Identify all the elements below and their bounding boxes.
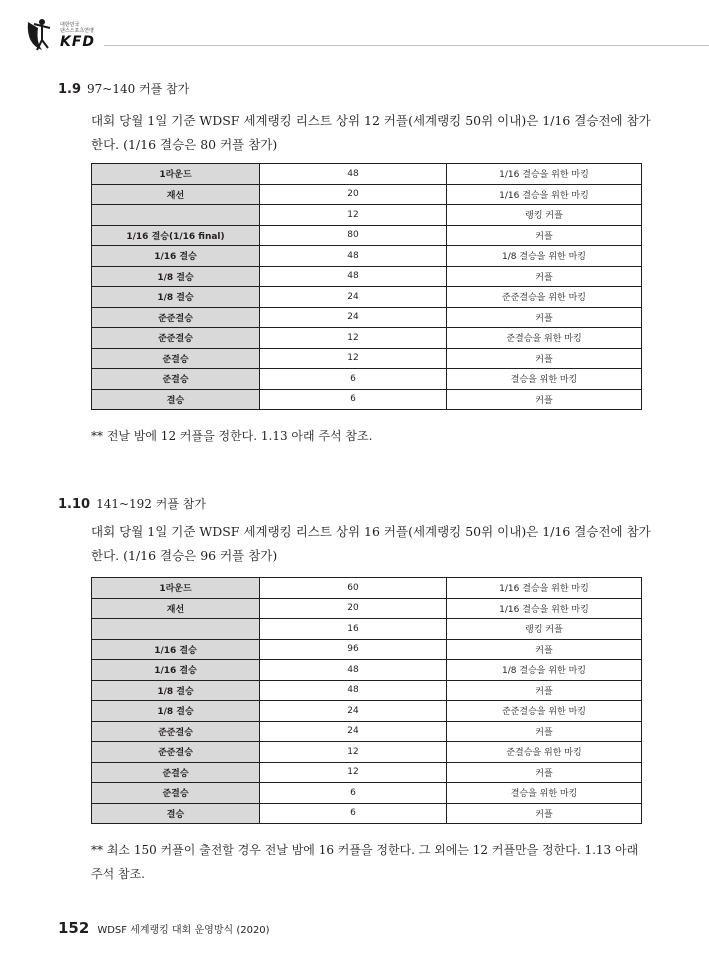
table-row [92, 389, 642, 410]
count-cell: 20 [260, 598, 447, 619]
header-divider [104, 45, 709, 46]
round-cell: 결승 [92, 389, 260, 410]
table-row [92, 742, 642, 763]
description-cell: 랭킹 커플 [447, 619, 642, 640]
table-row [92, 369, 642, 390]
section-number: 1.10 [58, 497, 91, 512]
count-cell: 48 [260, 164, 447, 185]
table-row [92, 225, 642, 246]
round-cell: 1라운드 [92, 578, 260, 599]
description-cell: 커플 [447, 307, 642, 328]
description-cell: 준준결승을 위한 마킹 [447, 287, 642, 308]
org-abbreviation: KFD [60, 34, 96, 50]
round-cell: 준결승 [92, 762, 260, 783]
table-row [92, 701, 642, 722]
count-cell: 6 [260, 369, 447, 390]
description-cell: 1/16 결승을 위한 마킹 [447, 184, 642, 205]
round-cell: 1/8 결승 [92, 701, 260, 722]
org-name: 대한민국 댄스스포츠연맹 [60, 22, 94, 34]
count-cell: 24 [260, 701, 447, 722]
round-cell: 1/16 결승 [92, 246, 260, 267]
rounds-table [91, 163, 642, 410]
round-cell: 1라운드 [92, 164, 260, 185]
description-cell: 랭킹 커플 [447, 205, 642, 226]
description-cell: 커플 [447, 348, 642, 369]
description-cell: 준준결승을 위한 마킹 [447, 701, 642, 722]
page-number: 152 [58, 919, 90, 937]
round-cell: 재선 [92, 184, 260, 205]
round-cell: 준결승 [92, 348, 260, 369]
description-cell: 커플 [447, 721, 642, 742]
description-cell: 1/16 결승을 위한 마킹 [447, 164, 642, 185]
table-row [92, 348, 642, 369]
count-cell: 48 [260, 680, 447, 701]
round-cell: 결승 [92, 803, 260, 824]
section-note: ** 전날 밤에 12 커플을 정한다. 1.13 아래 주석 참조. [91, 429, 373, 443]
count-cell: 24 [260, 287, 447, 308]
table-row [92, 266, 642, 287]
dancer-logo-icon [22, 14, 62, 54]
description-cell: 1/8 결승을 위한 마킹 [447, 246, 642, 267]
round-cell: 준준결승 [92, 328, 260, 349]
count-cell: 12 [260, 328, 447, 349]
page-header [22, 14, 709, 54]
count-cell: 80 [260, 225, 447, 246]
description-cell: 커플 [447, 680, 642, 701]
table-row [92, 680, 642, 701]
count-cell: 24 [260, 307, 447, 328]
footer-document-title: WDSF 세계랭킹 대회 운영방식 (2020) [97, 925, 270, 936]
round-cell: 준준결승 [92, 721, 260, 742]
section-title: 97~140 커플 참가 [87, 82, 190, 96]
table-row [92, 307, 642, 328]
table-row [92, 184, 642, 205]
table-row [92, 660, 642, 681]
round-cell: 준결승 [92, 369, 260, 390]
table-row [92, 598, 642, 619]
section-paragraph: 대회 당월 1일 기준 WDSF 세계랭킹 리스트 상위 12 커플(세계랭킹 50위 이내)은 1/16 결승전에 참가한다. (1/16 결승은 80 커플 참가) [91, 113, 651, 152]
description-cell: 준결승을 위한 마킹 [447, 742, 642, 763]
count-cell: 16 [260, 619, 447, 640]
round-cell [92, 205, 260, 226]
count-cell: 60 [260, 578, 447, 599]
table-row [92, 619, 642, 640]
round-cell: 1/8 결승 [92, 287, 260, 308]
count-cell: 96 [260, 639, 447, 660]
table-row [92, 578, 642, 599]
rounds-table [91, 577, 642, 824]
count-cell: 12 [260, 742, 447, 763]
count-cell: 48 [260, 266, 447, 287]
table-row [92, 639, 642, 660]
table-row [92, 287, 642, 308]
table-row [92, 721, 642, 742]
description-cell: 결승을 위한 마킹 [447, 369, 642, 390]
table-row [92, 803, 642, 824]
count-cell: 48 [260, 246, 447, 267]
round-cell: 1/16 결승(1/16 final) [92, 225, 260, 246]
round-cell: 재선 [92, 598, 260, 619]
count-cell: 24 [260, 721, 447, 742]
description-cell: 1/16 결승을 위한 마킹 [447, 578, 642, 599]
description-cell: 커플 [447, 389, 642, 410]
count-cell: 6 [260, 803, 447, 824]
round-cell: 준결승 [92, 783, 260, 804]
table-row [92, 246, 642, 267]
description-cell: 커플 [447, 803, 642, 824]
count-cell: 6 [260, 389, 447, 410]
description-cell: 1/16 결승을 위한 마킹 [447, 598, 642, 619]
round-cell: 1/16 결승 [92, 660, 260, 681]
description-cell: 커플 [447, 225, 642, 246]
count-cell: 48 [260, 660, 447, 681]
round-cell: 준준결승 [92, 742, 260, 763]
description-cell: 준결승을 위한 마킹 [447, 328, 642, 349]
section-number: 1.9 [58, 82, 82, 97]
section-note: ** 최소 150 커플이 출전할 경우 전날 밤에 16 커플을 정한다. 그 외에는 12 커플만을 정한다. 1.13 아래 주석 참조. [91, 843, 639, 881]
round-cell: 준준결승 [92, 307, 260, 328]
section-heading [58, 495, 206, 512]
description-cell: 커플 [447, 762, 642, 783]
section-paragraph: 대회 당월 1일 기준 WDSF 세계랭킹 리스트 상위 16 커플(세계랭킹 50위 이내)은 1/16 결승전에 참가한다. (1/16 결승은 96 커플 참가) [91, 524, 651, 563]
round-cell: 1/16 결승 [92, 639, 260, 660]
page-footer [58, 918, 270, 937]
round-cell: 1/8 결승 [92, 266, 260, 287]
description-cell: 결승을 위한 마킹 [447, 783, 642, 804]
round-cell [92, 619, 260, 640]
description-cell: 커플 [447, 639, 642, 660]
table-row [92, 164, 642, 185]
count-cell: 6 [260, 783, 447, 804]
count-cell: 20 [260, 184, 447, 205]
table-row [92, 328, 642, 349]
count-cell: 12 [260, 205, 447, 226]
table-row [92, 205, 642, 226]
description-cell: 커플 [447, 266, 642, 287]
table-row [92, 762, 642, 783]
count-cell: 12 [260, 348, 447, 369]
table-row [92, 783, 642, 804]
section-title: 141~192 커플 참가 [96, 497, 206, 511]
count-cell: 12 [260, 762, 447, 783]
section-heading [58, 80, 189, 97]
description-cell: 1/8 결승을 위한 마킹 [447, 660, 642, 681]
round-cell: 1/8 결승 [92, 680, 260, 701]
